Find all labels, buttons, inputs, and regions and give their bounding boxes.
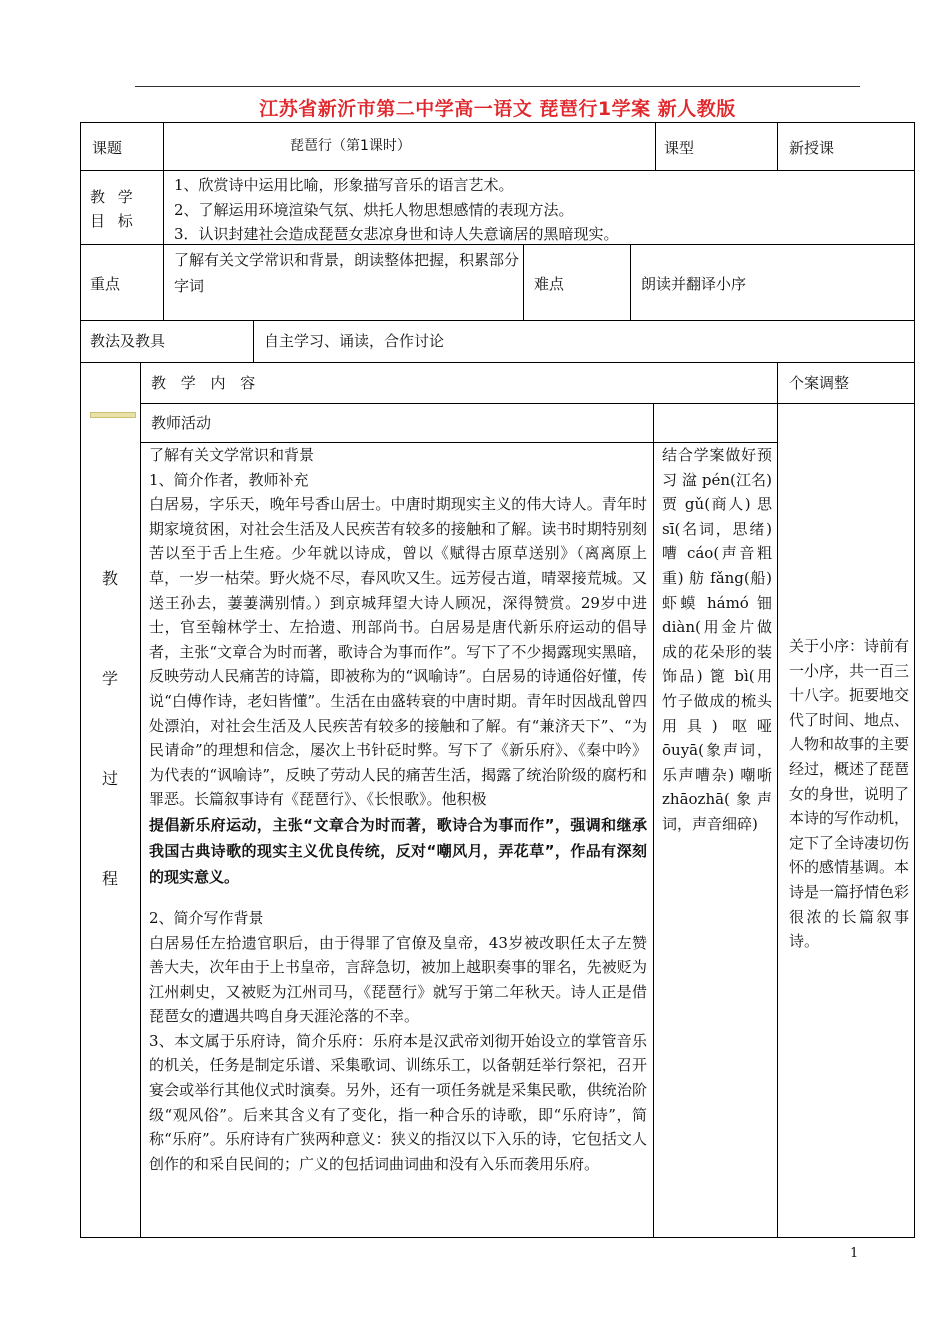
document-title: 江苏省新沂市第二中学高一语文 琵琶行1学案 新人教版 bbox=[259, 98, 736, 120]
page-number: 1 bbox=[850, 1246, 859, 1261]
goal-item: 2、了解运用环境渲染气氛、烘托人物思想感情的表现方法。 bbox=[174, 200, 574, 219]
process-char: 教 bbox=[101, 569, 118, 588]
adjust-label: 个案调整 bbox=[789, 374, 850, 392]
teacher-activity-label: 教师活动 bbox=[151, 414, 212, 432]
content-label: 教 学 内 容 bbox=[151, 374, 261, 392]
method-value: 自主学习、诵读，合作讨论 bbox=[264, 332, 445, 350]
goal-item: 3．认识封建社会造成琵琶女悲凉身世和诗人失意谪居的黑暗现实。 bbox=[174, 225, 619, 243]
topic-label: 课题 bbox=[92, 139, 123, 157]
method-label: 教法及教具 bbox=[90, 332, 166, 350]
process-char: 程 bbox=[101, 869, 118, 888]
paragraph: 了解有关文学常识和背景 bbox=[149, 446, 315, 464]
difficulty-value: 朗读并翻译小序 bbox=[641, 275, 747, 293]
lesson-type-value: 新授课 bbox=[789, 139, 835, 157]
focus-label: 重点 bbox=[90, 275, 121, 293]
topic-value: 琵琶行（第1课时） bbox=[290, 138, 411, 154]
teacher-content bbox=[149, 443, 647, 1176]
process-char: 过 bbox=[101, 769, 118, 788]
paragraph: 1、简介作者，教师补充 bbox=[149, 470, 309, 489]
header-rule bbox=[135, 86, 860, 87]
yuefu-paragraph: 3、本文属于乐府诗，简介乐府：乐府本是汉武帝刘彻开始设立的掌管音乐的机关，任务是制定乐谱、采集歌词、训练乐工，以备朝廷举行祭祀，召开宴会或举行其他仪式时演奏。另外，还有一项任务就是采集民歌，供统治阶级“观风俗”。后来其含义有了变化，指一种合乐的诗歌，即“乐府诗”，简称“乐府”。乐府诗有广狭两种意义：狭义的指汉以下入乐的诗，它包括文人创作的和采自民间的；广义的包括词曲词曲和没有入乐而袭用乐府。 bbox=[149, 1031, 647, 1173]
lesson-type-label: 课型 bbox=[664, 139, 695, 157]
adjust-notes: 关于小序：诗前有一小序，共一百三十八字。扼要地交代了时间、地点、人物和故事的主要经过，概述了琵琶女的身世，说明了本诗的写作动机，定下了全诗凄切伤怀的感情基调。本诗是一篇抒情色彩很浓的长篇叙事诗。 bbox=[789, 637, 910, 951]
stamp-mark bbox=[90, 412, 136, 418]
bold-paragraph: 提倡新乐府运动，主张“文章合为时而著，歌诗合为事而作”，强调和继承我国古典诗歌的现实主义优良传统，反对“嘲风月，弄花草”，作品有深刻的现实意义。 bbox=[149, 815, 647, 886]
goals-list bbox=[174, 173, 914, 247]
goal-item: 1、欣赏诗中运用比喻，形象描写音乐的语言艺术。 bbox=[174, 176, 514, 194]
author-paragraph: 白居易，字乐天，晚年号香山居士。中唐时期现实主义的伟大诗人。青年时期家境贫困，对社会生活及人民疾苦有较多的接触和了解。读书时期特别刻苦以至于舌上生疮。少年就以诗成，曾以《赋得古原草送别》（离离原上草，一岁一枯荣。野火烧不尽，春风吹又生。远芳侵古道，晴翠接荒城。又送王孙去，萋萋满别情。）到京城拜望大诗人顾况，深得赞赏。29岁中进士，官至翰林学士、左拾遗、刑部尚书。白居易是唐代新乐府运动的倡导者，主张“文章合为时而著，歌诗合为事而作”。写下了不少揭露现实黑暗，反映劳动人民痛苦的诗篇，即被称为的“讽喻诗”。白居易的诗通俗好懂，传说“白傅作诗，老妇皆懂”。生活在由盛转衰的中唐时期。青年时因战乱曾四处漂泊，对社会生活及人民疾苦有较多的接触和了解。有“兼济天下”、“为民请命”的理想和信念，屡次上书针砭时弊。写下了《新乐府》、《秦中吟》为代表的“讽喻诗”，反映了劳动人民的痛苦生活，揭露了统治阶级的腐朽和罪恶。长篇叙事诗有《琵琶行》、《长恨歌》。他积极 bbox=[149, 495, 647, 809]
goals-label: 教 学 目 标 bbox=[90, 188, 137, 230]
student-notes: 结合学案做好预习 湓 pén(江名) 贾 gǔ(商人) 思 sī(名词，思绪) 嘈 cáo(声音粗重) 舫 fǎng(船) 虾蟆 hámó 钿 diàn(用金片做成的花朵形的装饰品) 篦 bì(用竹子做成的梳头用具) 呕哑 ōuyā(象声词，乐声嘈杂) 嘲哳 zhāozhā(象声词，声音细碎) bbox=[662, 446, 772, 833]
focus-value: 了解有关文学常识和背景，朗读整体把握，积累部分字词 bbox=[174, 251, 520, 295]
section-title: 2、简介写作背景 bbox=[149, 908, 264, 927]
background-paragraph: 白居易任左拾遗官职后，由于得罪了官僚及皇帝，43岁被改职任太子左赞善大夫，次年由于上书皇帝，言辞急切，被加上越职奏事的罪名，先被贬为江州刺史，又被贬为江州司马，《琵琶行》就写于第二年秋天。诗人正是借琵琶女的遭遇共鸣自身天涯沦落的不幸。 bbox=[149, 933, 647, 1026]
difficulty-label: 难点 bbox=[534, 275, 565, 293]
process-char: 学 bbox=[101, 669, 118, 688]
